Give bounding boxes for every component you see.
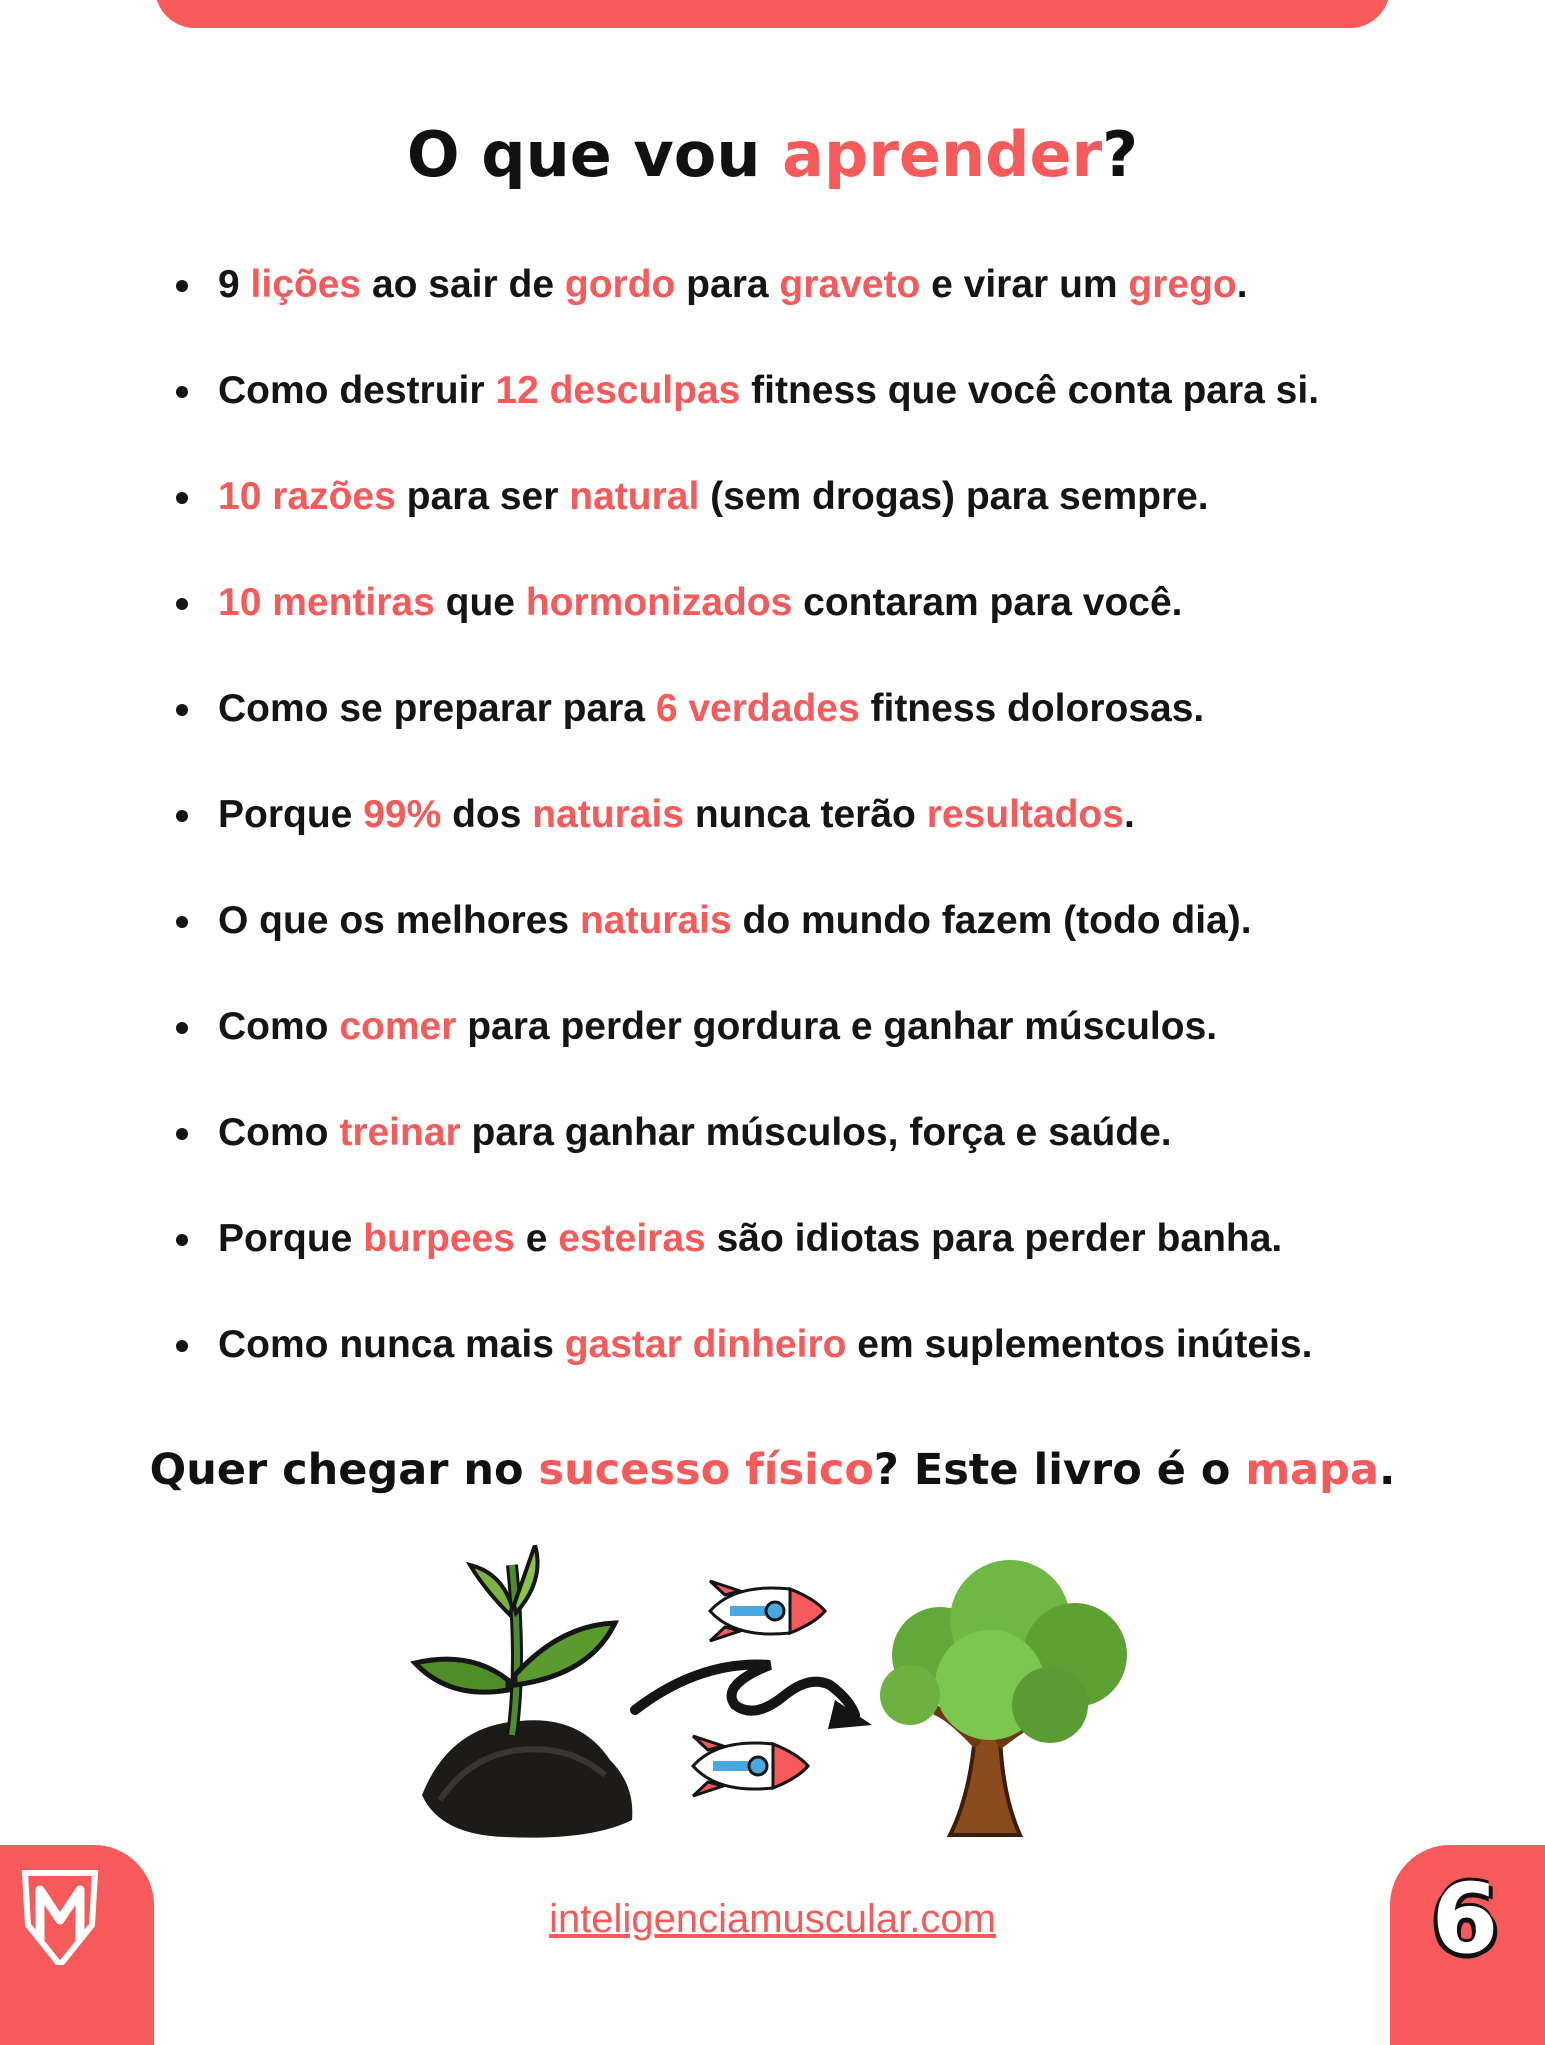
item-text: Como destruir [218, 369, 496, 412]
item-text: (sem drogas) para sempre. [699, 475, 1209, 518]
item-text: dos [441, 793, 533, 836]
highlight-text: resultados [926, 793, 1124, 836]
highlight-text: 10 razões [218, 475, 396, 518]
top-banner [155, 0, 1390, 28]
item-text: 9 [218, 263, 251, 306]
highlight-text: esteiras [558, 1217, 706, 1260]
lesson-list [176, 255, 1476, 1421]
item-text: Porque [218, 793, 364, 836]
item-text: fitness dolorosas. [859, 687, 1205, 730]
item-text: ao sair de [361, 263, 565, 306]
bullet-icon [176, 598, 188, 610]
item-text: fitness que você conta para si. [740, 369, 1320, 412]
tagline-text: . [1378, 1445, 1396, 1495]
item-text: para perder gordura e ganhar músculos. [456, 1005, 1218, 1048]
item-text: para ganhar músculos, força e saúde. [460, 1111, 1172, 1154]
item-text: e [514, 1217, 559, 1260]
bullet-icon [176, 280, 188, 292]
logo-corner [0, 1845, 154, 2045]
title-highlight: aprender [782, 118, 1103, 191]
highlight-text: comer [339, 1005, 457, 1048]
highlight-text: gastar dinheiro [564, 1323, 847, 1366]
bullet-icon [176, 1128, 188, 1140]
list-item [176, 997, 1476, 1103]
highlight-text: hormonizados [525, 581, 793, 624]
rocket-icon [693, 1736, 808, 1796]
highlight-text: 12 desculpas [495, 369, 741, 412]
highlight-text: grego [1128, 263, 1237, 306]
list-item [176, 467, 1476, 573]
tagline-text: Quer chegar no [149, 1445, 539, 1495]
growth-illustration [410, 1545, 1150, 1845]
item-text: Como [218, 1005, 340, 1048]
page-number-corner [1390, 1845, 1545, 2045]
bullet-icon [176, 1234, 188, 1246]
tagline-highlight: sucesso físico [538, 1445, 874, 1495]
item-text: são idiotas para perder banha. [705, 1217, 1283, 1260]
item-text: contaram para você. [792, 581, 1183, 624]
bullet-icon [176, 1340, 188, 1352]
item-text: em suplementos inúteis. [846, 1323, 1313, 1366]
page-title [0, 118, 1545, 191]
tagline [0, 1445, 1545, 1495]
bullet-icon [176, 916, 188, 928]
rocket-icon [710, 1581, 825, 1641]
bullet-icon [176, 386, 188, 398]
item-text: Como [218, 1111, 340, 1154]
list-item [176, 573, 1476, 679]
website-link[interactable]: inteligenciamuscular.com [549, 1897, 996, 1941]
highlight-text: natural [569, 475, 700, 518]
title-text: O que vou [406, 118, 783, 191]
list-item [176, 255, 1476, 361]
highlight-text: burpees [363, 1217, 515, 1260]
item-text: e virar um [920, 263, 1129, 306]
list-item [176, 361, 1476, 467]
highlight-text: treinar [339, 1111, 461, 1154]
list-item [176, 1209, 1476, 1315]
page-number: 6 [1431, 1863, 1499, 1975]
list-item [176, 679, 1476, 785]
item-text: Como nunca mais [218, 1323, 565, 1366]
title-suffix: ? [1102, 118, 1139, 191]
item-text: Como se preparar para [218, 687, 656, 730]
item-text: para [675, 263, 780, 306]
curved-arrow-icon [635, 1665, 872, 1729]
highlight-text: 10 mentiras [218, 581, 435, 624]
item-text: para ser [395, 475, 570, 518]
bullet-icon [176, 1022, 188, 1034]
bullet-icon [176, 492, 188, 504]
sprout-icon [415, 1545, 632, 1838]
highlight-text: 99% [363, 793, 442, 836]
item-text: O que os melhores [218, 899, 580, 942]
list-item [176, 785, 1476, 891]
item-text: que [434, 581, 526, 624]
highlight-text: 6 verdades [655, 687, 860, 730]
tagline-text: ? Este livro é o [873, 1445, 1246, 1495]
highlight-text: naturais [532, 793, 684, 836]
highlight-text: gordo [564, 263, 676, 306]
item-text: nunca terão [683, 793, 927, 836]
bullet-icon [176, 704, 188, 716]
list-item [176, 891, 1476, 997]
list-item [176, 1103, 1476, 1209]
highlight-text: naturais [579, 899, 732, 942]
tagline-highlight: mapa [1245, 1445, 1379, 1495]
tree-icon [880, 1560, 1127, 1835]
bullet-icon [176, 810, 188, 822]
item-text: Porque [218, 1217, 364, 1260]
item-text: . [1123, 793, 1135, 836]
highlight-text: graveto [779, 263, 921, 306]
highlight-text: lições [250, 263, 362, 306]
item-text: do mundo fazem (todo dia). [731, 899, 1252, 942]
item-text: . [1236, 263, 1248, 306]
list-item [176, 1315, 1476, 1421]
